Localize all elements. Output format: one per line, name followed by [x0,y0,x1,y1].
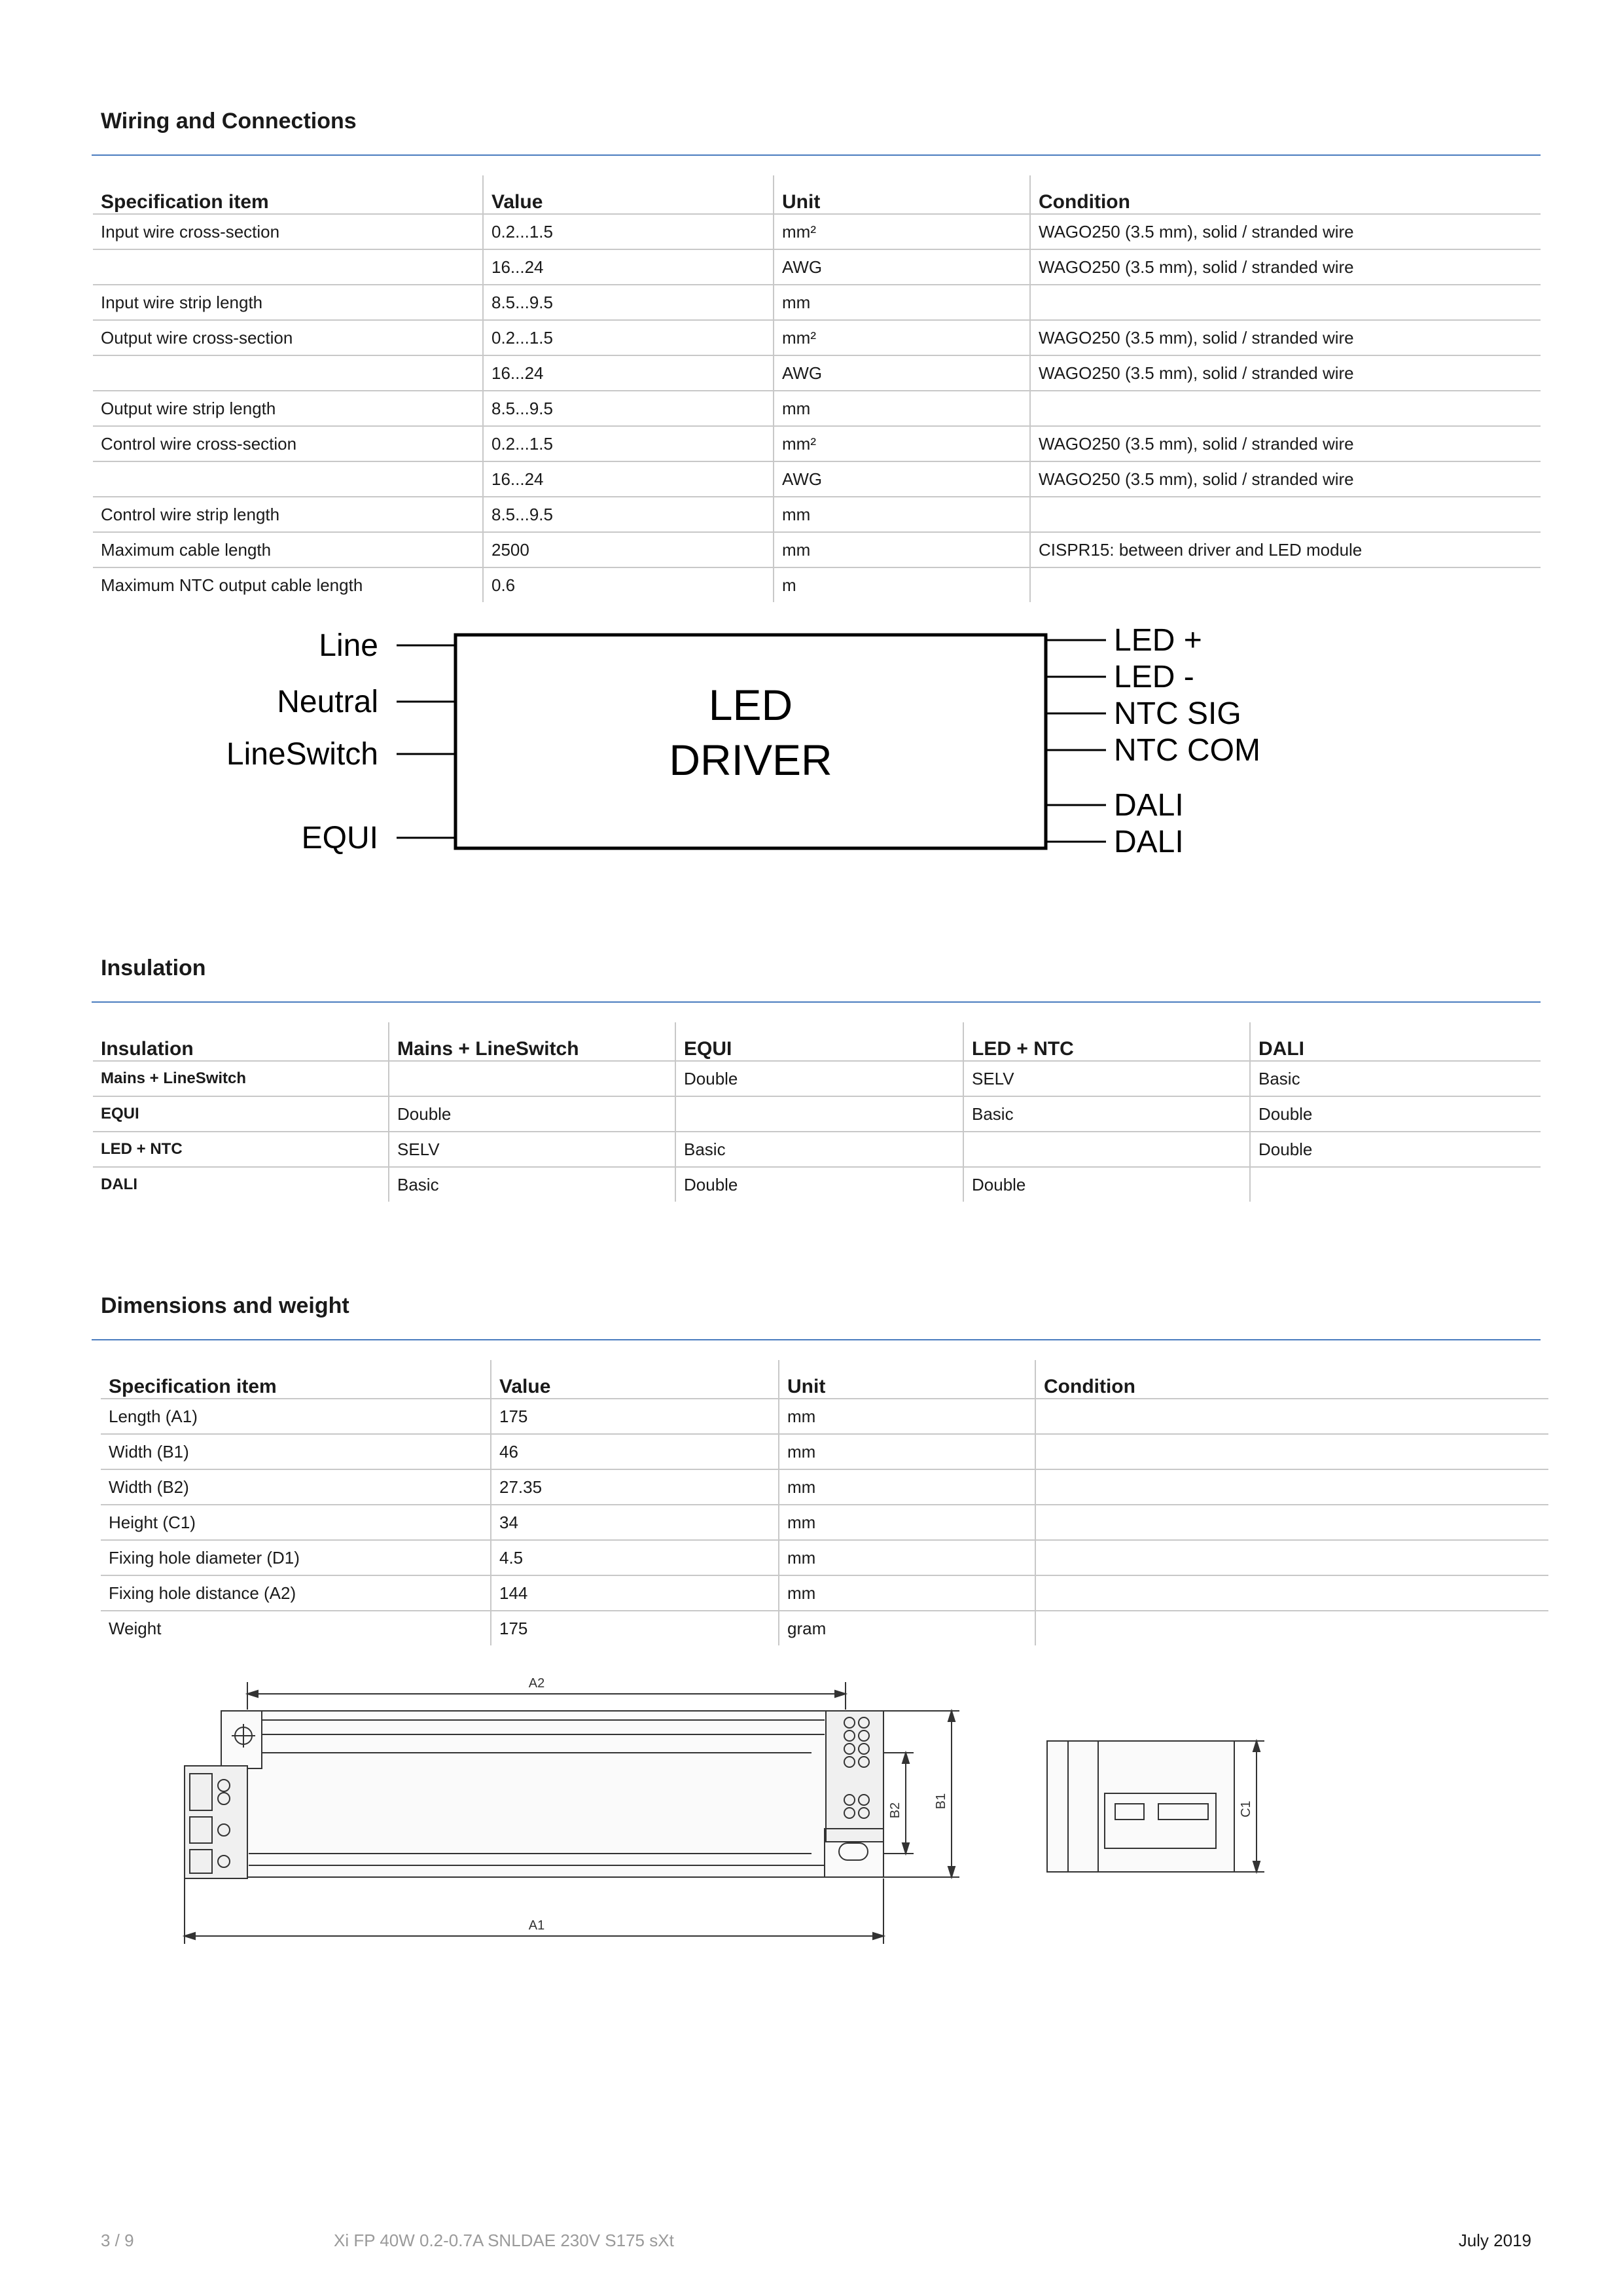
footer-page-number: 3 / 9 [101,2231,134,2250]
table-row [93,426,1541,461]
arrow-head [873,1933,883,1939]
input-label-neutral: Neutral [277,685,378,719]
arrow-head [247,1691,258,1697]
table-cell: WAGO250 (3.5 mm), solid / stranded wire [1030,426,1541,461]
wiring-table [93,175,1541,602]
column-header: Unit [779,1360,1035,1399]
column-header: Condition [1030,175,1541,214]
table-row [93,320,1541,355]
output-label-led-minus: LED - [1114,660,1194,694]
table-cell: 34 [491,1505,779,1540]
table-cell: Input wire cross-section [93,214,483,249]
column-header: Mains + LineSwitch [389,1022,675,1061]
table-row [93,532,1541,567]
table-cell: Height (C1) [101,1505,491,1540]
table-cell: Basic [389,1167,675,1202]
table-row [93,391,1541,426]
table-cell: mm [774,532,1030,567]
table-cell: DALI [101,1175,137,1193]
output-label-ntc-sig: NTC SIG [1114,696,1241,731]
arrow-head [1253,1741,1260,1751]
table-cell: mm [779,1399,1035,1434]
table-cell: m [774,567,1030,602]
table-cell: 27.35 [491,1469,779,1505]
column-header: LED + NTC [963,1022,1250,1061]
table-cell [93,249,483,285]
input-label-lineswitch: LineSwitch [226,737,378,772]
table-cell: mm² [774,426,1030,461]
table-row [93,461,1541,497]
dimension-label-a1: A1 [528,1918,545,1933]
table-cell: mm [779,1505,1035,1540]
table-cell: mm [779,1434,1035,1469]
arrow-head [1253,1861,1260,1872]
table-cell [93,461,483,497]
table-cell: 8.5...9.5 [483,497,774,532]
table-cell: Width (B1) [101,1434,491,1469]
section-divider [92,154,1541,156]
table-cell: Double [675,1061,963,1096]
table-header-row [93,1022,1541,1061]
table-cell: Basic [963,1096,1250,1132]
table-cell: Double [1250,1132,1541,1167]
table-cell: Output wire cross-section [93,320,483,355]
insulation-table [93,1022,1541,1202]
table-cell: mm² [774,214,1030,249]
table-cell [1030,567,1541,602]
column-header: Specification item [101,1360,491,1399]
table-row [93,355,1541,391]
table-cell [1035,1434,1548,1469]
table-cell: mm² [774,320,1030,355]
table-cell: Width (B2) [101,1469,491,1505]
table-row [101,1434,1548,1469]
arrow-head [948,1867,955,1877]
table-cell: WAGO250 (3.5 mm), solid / stranded wire [1030,461,1541,497]
table-row [93,567,1541,602]
table-cell [1030,391,1541,426]
input-terminal-block [185,1766,247,1878]
table-row [93,1096,1541,1132]
output-label-ntc-com: NTC COM [1114,733,1260,768]
table-cell [1035,1469,1548,1505]
column-header: Insulation [93,1022,389,1061]
arrow-head [948,1711,955,1721]
table-cell: Double [1250,1096,1541,1132]
output-label-dali-1: DALI [1114,788,1184,823]
table-cell: Input wire strip length [93,285,483,320]
column-header: DALI [1250,1022,1541,1061]
driver-box-label-2: DRIVER [669,736,832,784]
dimension-label-b1: B1 [934,1793,948,1810]
table-cell: 16...24 [483,461,774,497]
driver-box-label-1: LED [708,681,793,729]
table-cell: Length (A1) [101,1399,491,1434]
table-cell [1030,285,1541,320]
wiring-diagram [196,609,1309,870]
table-cell: 16...24 [483,249,774,285]
arrow-head [185,1933,195,1939]
driver-body-top-view [221,1711,883,1877]
dimensions-table [101,1360,1548,1645]
table-row [93,249,1541,285]
table-cell: AWG [774,355,1030,391]
table-cell [675,1096,963,1132]
table-cell: mm [779,1469,1035,1505]
table-cell: WAGO250 (3.5 mm), solid / stranded wire [1030,249,1541,285]
table-row [101,1540,1548,1575]
table-cell: Double [963,1167,1250,1202]
table-cell: LED + NTC [93,1132,389,1167]
table-cell [1035,1575,1548,1611]
table-cell: AWG [774,461,1030,497]
table-cell: 4.5 [491,1540,779,1575]
table-cell: Maximum NTC output cable length [101,575,363,595]
table-cell: SELV [389,1132,675,1167]
input-label-equi: EQUI [301,821,378,855]
table-cell: WAGO250 (3.5 mm), solid / stranded wire [1030,355,1541,391]
table-row [93,497,1541,532]
table-cell [1030,497,1541,532]
table-row [93,285,1541,320]
table-cell: Basic [1250,1061,1541,1096]
table-header-row [101,1360,1548,1399]
table-cell: mm [779,1540,1035,1575]
column-header: Value [491,1360,779,1399]
section-title-dimensions: Dimensions and weight [101,1293,349,1318]
dimension-drawing [170,1662,1296,1964]
table-row [101,1505,1548,1540]
section-title-wiring: Wiring and Connections [101,109,357,134]
table-row [101,1575,1548,1611]
arrow-head [902,1753,909,1763]
table-cell [1035,1505,1548,1540]
section-divider [92,1339,1541,1340]
column-header: Specification item [93,175,483,214]
column-header: Condition [1035,1360,1548,1399]
table-cell: 8.5...9.5 [483,285,774,320]
table-cell: Control wire cross-section [93,426,483,461]
table-cell: EQUI [93,1096,389,1132]
table-cell: 46 [491,1434,779,1469]
table-cell: 144 [491,1575,779,1611]
table-row [101,1469,1548,1505]
footer-product-name: Xi FP 40W 0.2-0.7A SNLDAE 230V S175 sXt [334,2231,674,2250]
column-header: Unit [774,175,1030,214]
table-cell: 16...24 [483,355,774,391]
table-cell: mm [779,1575,1035,1611]
table-cell: CISPR15: between driver and LED module [1030,532,1541,567]
table-cell: 0.2...1.5 [483,214,774,249]
table-cell: Basic [675,1132,963,1167]
input-label-line: Line [319,628,378,663]
table-row [93,1132,1541,1167]
table-cell: Double [389,1096,675,1132]
table-cell: Maximum cable length [93,532,483,567]
table-cell [1035,1540,1548,1575]
table-cell: Mains + LineSwitch [93,1061,389,1096]
table-cell: Output wire strip length [93,391,483,426]
table-cell: Fixing hole distance (A2) [101,1575,491,1611]
table-cell [93,355,483,391]
column-header: Value [483,175,774,214]
table-cell: SELV [963,1061,1250,1096]
table-cell: 0.6 [483,567,774,602]
table-cell: mm [774,497,1030,532]
table-cell [1035,1611,1548,1645]
table-cell: AWG [774,249,1030,285]
dimension-label-c1: C1 [1239,1801,1253,1818]
table-cell: Weight [109,1618,162,1638]
table-cell: 0.2...1.5 [483,320,774,355]
table-cell: 2500 [483,532,774,567]
table-cell [1035,1399,1548,1434]
table-row [93,1061,1541,1096]
table-row [101,1399,1548,1434]
dimension-label-b2: B2 [888,1802,902,1819]
table-cell [1250,1167,1541,1202]
table-cell: 175 [491,1399,779,1434]
column-header: EQUI [675,1022,963,1061]
arrow-head [902,1843,909,1854]
table-row [93,1167,1541,1202]
table-cell: 175 [491,1611,779,1645]
table-cell: Fixing hole diameter (D1) [101,1540,491,1575]
table-cell: mm [774,391,1030,426]
table-cell [963,1132,1250,1167]
output-terminal-block [826,1711,883,1842]
table-row [93,214,1541,249]
footer-date: July 2019 [1458,2231,1531,2250]
table-cell: WAGO250 (3.5 mm), solid / stranded wire [1030,320,1541,355]
output-label-dali-2: DALI [1114,825,1184,859]
table-header-row [93,175,1541,214]
table-cell [389,1061,675,1096]
output-label-led-plus: LED + [1114,623,1202,658]
section-title-insulation: Insulation [101,956,206,980]
table-cell: gram [779,1611,1035,1645]
table-cell: 8.5...9.5 [483,391,774,426]
section-divider [92,1001,1541,1003]
table-cell: Control wire strip length [93,497,483,532]
arrow-head [835,1691,846,1697]
table-row [101,1611,1548,1645]
driver-body-end-view [1047,1741,1234,1872]
dimension-label-a2: A2 [528,1676,545,1691]
table-cell: WAGO250 (3.5 mm), solid / stranded wire [1030,214,1541,249]
table-cell: 0.2...1.5 [483,426,774,461]
table-cell: Double [675,1167,963,1202]
table-cell: mm [774,285,1030,320]
